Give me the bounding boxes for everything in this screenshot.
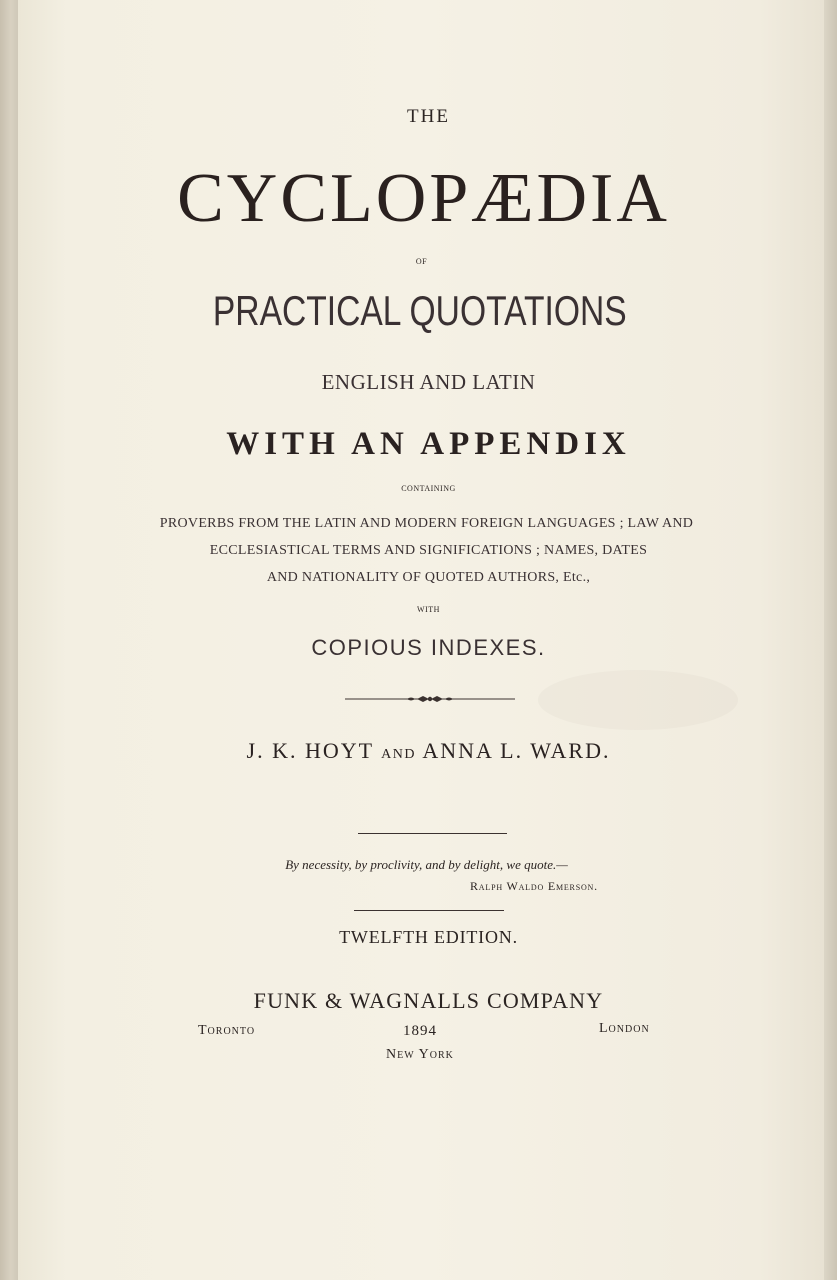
containing-label: CONTAINING (401, 484, 456, 493)
subtitle: PRACTICAL QUOTATIONS (212, 287, 627, 334)
authors-line (10, 738, 837, 764)
author-1: J. K. HOYT (246, 738, 374, 763)
motto-author: Ralph Waldo Emerson. (470, 879, 598, 893)
contents-line-2: ECCLESIASTICAL TERMS AND SIGNIFICATIONS ; NAMES, DATES (209, 543, 648, 558)
languages-line: ENGLISH AND LATIN (321, 370, 536, 394)
motto-text: By necessity, by proclivity, and by delight, we quote.— (285, 857, 568, 872)
edition-line: TWELFTH EDITION. (339, 927, 518, 947)
appendix-heading: WITH AN APPENDIX (226, 426, 631, 462)
with-label: WITH (417, 605, 440, 614)
city-london: London (599, 1021, 650, 1036)
publication-year: 1894 (403, 1023, 437, 1039)
main-title: CYCLOPÆDIA (177, 160, 670, 237)
author-and: AND (381, 747, 417, 762)
city-toronto: Toronto (198, 1023, 256, 1038)
ornamental-rule (345, 693, 515, 705)
contents-line-1: PROVERBS FROM THE LATIN AND MODERN FOREIGN LANGUAGES ; LAW AND (159, 516, 694, 531)
page-smudge (538, 670, 738, 730)
contents-line-3: AND NATIONALITY OF QUOTED AUTHORS, Etc., (266, 570, 591, 585)
rule-upper (358, 833, 507, 834)
author-2: ANNA L. WARD. (422, 738, 611, 763)
indexes-line: COPIOUS INDEXES. (311, 635, 546, 660)
motto (0, 857, 837, 873)
publisher-name: FUNK & WAGNALLS COMPANY (253, 988, 604, 1013)
title-of: OF (415, 257, 428, 266)
title-the: THE (407, 106, 450, 127)
city-new-york: New York (386, 1047, 454, 1062)
rule-lower (354, 910, 504, 911)
